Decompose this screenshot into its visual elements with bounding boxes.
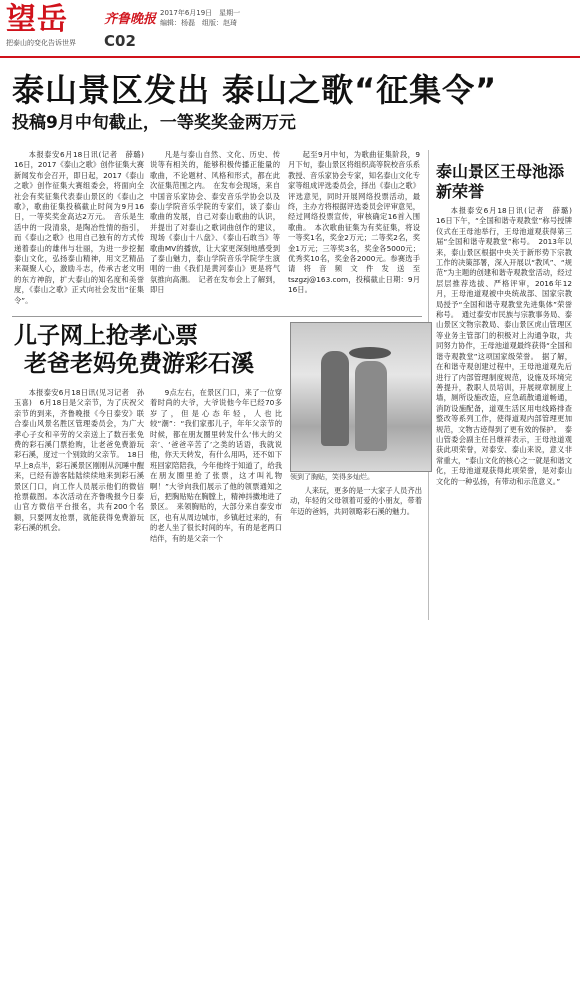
masthead-divider — [0, 56, 580, 58]
page-number: C02 — [104, 32, 136, 50]
section-divider — [12, 316, 422, 317]
lead-headline: 泰山景区发出 泰山之歌“征集令” — [12, 71, 498, 109]
newspaper-name: 齐鲁晚报 — [104, 12, 157, 27]
lead-column-2: 凡是与泰山自然、文化、历史、传说等有相关的，能够积极传播正能量的歌曲，不论题材、风格和形式，都在此次征集范围之内。 在发布会现场，来自中国音乐家协会、泰安音乐学协会以及泰山学院音乐学院的专家们，谈了泰山歌曲的发展，自己对泰山歌曲的认识，并提出了对泰山之歌词曲创作的建议，现场《泰山十八盘》、《泰山石敢当》等歌曲MV的播放，让大家更深刻地感受到了泰山魅力，泰山学院音乐学院学生演唱的一曲《我们是黄河泰山》更是将气氛推向高潮。 记者在发布会上了解到，即日 — [150, 150, 280, 295]
issue-date: 2017年6月19日 星期一 — [160, 9, 241, 17]
lead-subhead: 投稿9月中旬截止，一等奖奖金两万元 — [12, 113, 296, 133]
issue-editors: 编辑：杨磊 组版：赵琦 — [160, 19, 237, 27]
side-article-body: 本报泰安6月18日讯(记者 薛璐) 16日下午，“全国和谐寺观教堂”称号授牌仪式在王母池举行，王母池道观获得第三届“全国和谐寺观教堂”称号。 2013年以来，泰山景区根据中央关于新形势下宗教工作的决策部署，深入开展以“教风”、“规范”为主题的创建和谐寺观教堂活动，经过层层推荐选拔、严格评审，2016年12月，王母池道观被中央统战部、国家宗教局授予“全国和谐寺观教堂先进集体”荣誉称号。 通过泰安市民族与宗教事务局、泰山景区文物宗教局、泰山景区虎山管理区等业务主管部门的积极对上沟通争取，共同努力协作，王母池道观最终获得“全国和谐寺观教堂”这项国家级荣誉。 据了解，在和谐寺观创建过程中，王母池道观先后进行了内部管理制度规范，设施及环境完善提升，教职人员培训，开展规章制度上墙，厕所设施改造，应急疏散通道畅通，消防设施配备，道观生活区用电线路排查整改等系列工作，使得道观内部管理更加规范，文物古迹得到了更有效的保护。 泰山管委会副主任吕继祥表示，王母池道观获此项荣誉，对泰安、泰山来说，意义非常重大，“泰山文化的核心之一就是和谐文化，王母池道观获得此项荣誉，是对泰山文化的一种弘扬，有带动和示范意义。” — [436, 206, 580, 486]
second-column-3: 人来玩，更多的是一大家子人员齐出动，年轻的父母领着可爱的小朋友，带着年迈的爸妈，共同领略彩石溪的魅力。 — [290, 486, 422, 516]
second-headline-line2: 老爸老妈免费游彩石溪 — [24, 351, 254, 377]
family-photo — [290, 322, 432, 472]
second-column-1: 本报泰安6月18日讯(见习记者 孙玉喜) 6月18日是父亲节，为了庆祝父亲节的到来，齐鲁晚报《今日泰安》联合泰山风景名胜区管理委员会，为广大孝心子女和辛劳的父亲送上了数百张免费的彩石溪门票抢购，让老爸免费游玩彩石溪，度过一个别致的父亲节。 18日早上8点半，彩石溪景区刚刚从沉睡中醒来，已经有游客陆陆续续地来到彩石溪景区门口，向工作人员展示他们的微信抢票截图。本次活动在齐鲁晚报今日泰山官方微信平台报名，共有200个名额，只要网友抢票，就能获得免费游玩彩石溪的机会。 — [14, 388, 144, 533]
second-column-2: 9点左右，在景区门口，来了一位穿着时尚的大爷，大爷说他今年已经70多岁了，但是心态年轻，人也比较“潮”：“我们家那儿子，年年父亲节的时候，都在朋友圈里转发什么‘伟大的父亲’、‘爸爸辛苦了’之类的话语，我就说他，你天天转发，有什么用吗，还不如下班回家陪陪我，今年他终于知道了，给我在朋友圈里抢了张票，这才叫礼物啊！”大爷向我们展示了他的领票通知之后，把胸贴贴在胸膛上，精神抖擞地进了景区。 来领胸贴的，大部分来自泰安市区，也有从周边城市，乡镇赶过来的，有的老人坐了很长时间的车，有的是老两口结伴，有的是父亲一个 — [150, 388, 282, 543]
photo-figure-man — [321, 351, 349, 446]
section-logo: 望岳 — [6, 2, 68, 37]
side-headline: 泰山景区王母池添新荣誉 — [436, 162, 565, 201]
lead-column-3: 起至9月中旬，为歌曲征集阶段，9月下旬，泰山景区将组织高等院校音乐系教授、音乐家协会专家，知名泰山文化专家等组成评选委员会，择出《泰山之歌》评选意见，同时开展网络投票活动，最终，主办方将根据评选委员会评审意见，经过网络投票宣传，审核确定16首入围歌曲。 本次歌曲征集为有奖征集，将设一等奖1名，奖金2万元；二等奖2名，奖金1万元；三等奖3名，奖金各5000元；优秀奖10名，奖金各2000元。参赛选手请将音频文件发送至tszgzj@163.com，投稿截止日期：9月16日。 — [288, 150, 420, 295]
second-headline-line1: 儿子网上抢孝心票 — [14, 323, 198, 349]
masthead — [0, 0, 580, 55]
photo-caption: 领到了胸贴，笑得多灿烂。 — [290, 473, 374, 481]
issue-meta — [160, 8, 240, 28]
lead-column-1: 本报泰安6月18日讯(记者 薛璐) 16日，2017《泰山之歌》创作征集大赛新闻发布会召开，即日起，2017《泰山之歌》创作征集大赛组委会，将面向全社会有奖征集代表泰山景区的《泰山之歌》，歌曲征集投稿截止时间为9月16日，一等奖奖金高达2万元。 音乐是生活中的一段清泉，是陶冶性情的指引，而《泰山之歌》也用自己独有的方式传递着泰山的雄伟与壮丽，为进一步挖掘泰山文化，弘扬泰山精神，用文艺精品来凝聚人心，激励斗志，传承古老文明的东方神韵，扩大泰山的知名度和美誉度，《泰山之歌》正式向社会发出“征集令”。 — [14, 150, 152, 305]
photo-figure-hat — [349, 347, 391, 359]
photo-figure-woman — [355, 361, 387, 451]
section-slogan: 把泰山的变化告诉世界 — [6, 39, 76, 47]
